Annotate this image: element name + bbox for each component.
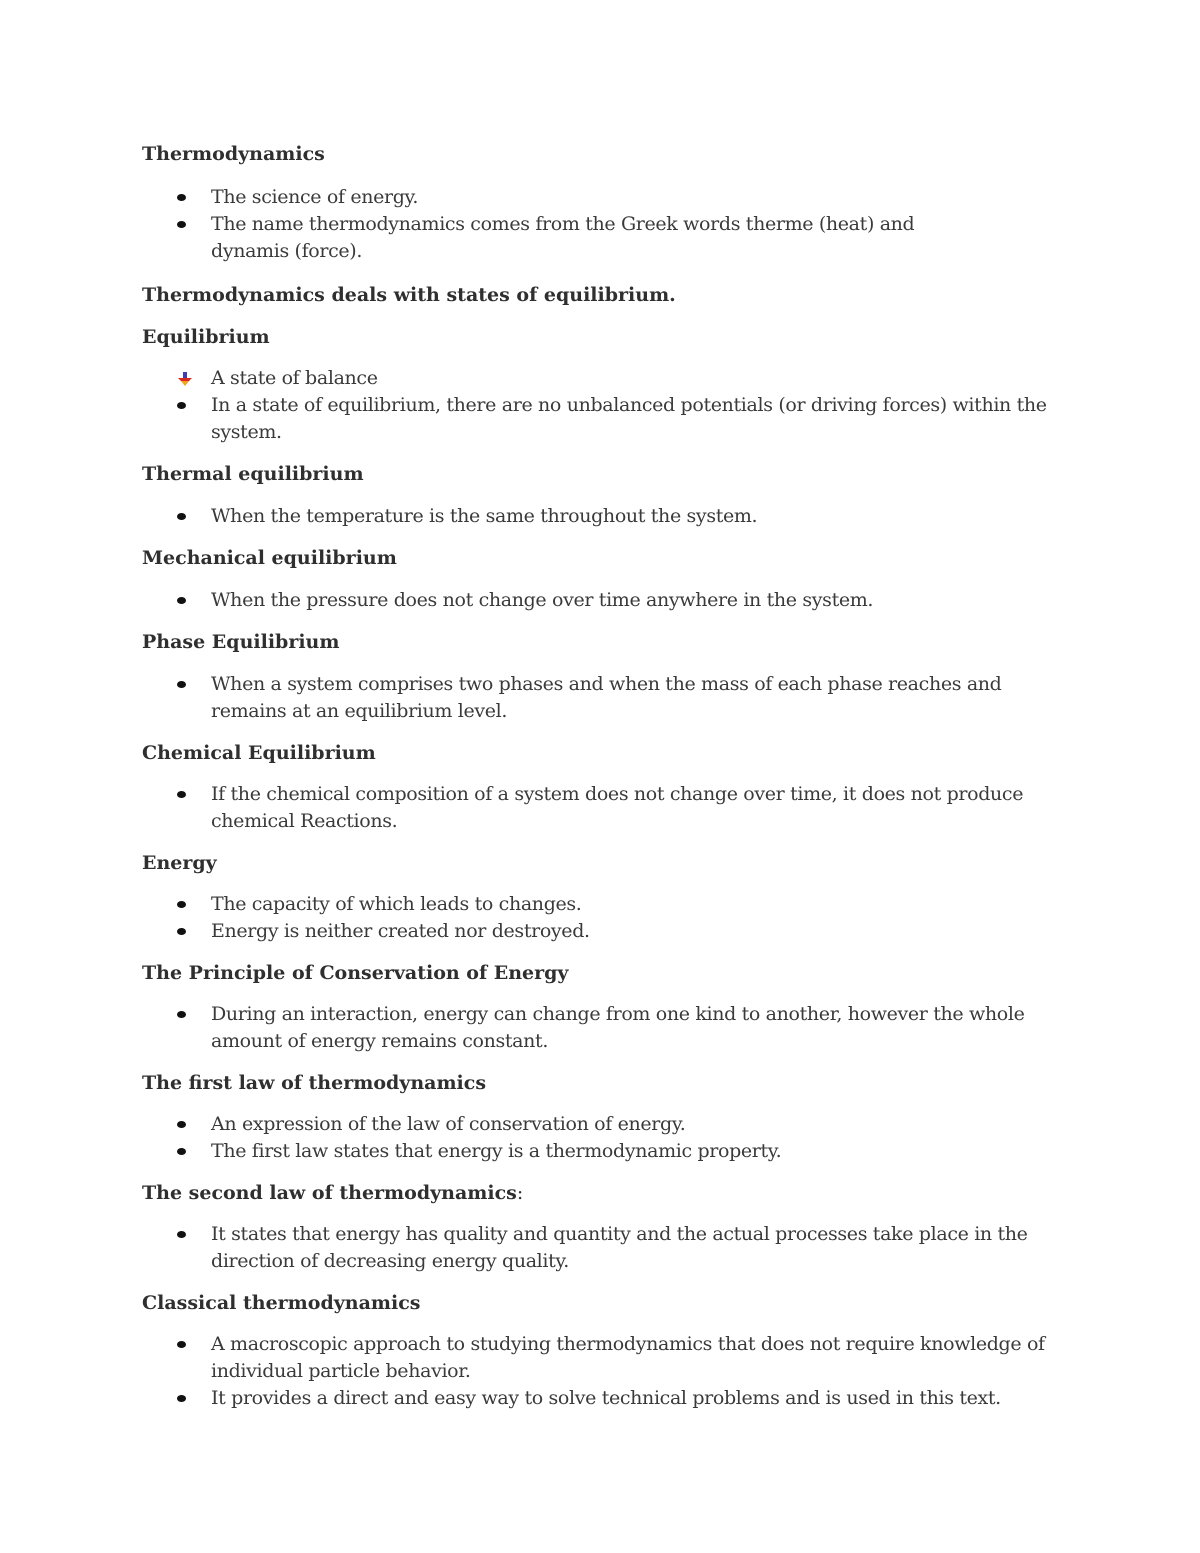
list-item: In a state of equilibrium, there are no unbalanced potentials (or driving forces) within the system. — [142, 392, 1072, 446]
bullet-list — [142, 891, 1072, 945]
bullet-icon — [177, 1395, 186, 1402]
document-page — [142, 140, 1072, 1412]
section-heading: Thermodynamics deals with states of equilibrium. — [142, 284, 676, 306]
bullet-list — [142, 1111, 1072, 1165]
section-heading: Phase Equilibrium — [142, 631, 340, 653]
section-heading: Mechanical equilibrium — [142, 547, 397, 569]
list-item: The science of energy. — [142, 184, 1072, 211]
section-phase-equilibrium — [142, 628, 1072, 725]
section-heading: Energy — [142, 852, 217, 874]
list-item: A state of balance — [142, 365, 1072, 392]
bullet-icon — [177, 791, 186, 798]
bullet-icon — [177, 402, 186, 409]
bullet-icon — [177, 901, 186, 908]
bullet-list — [142, 1331, 1072, 1412]
list-item: It provides a direct and easy way to solve technical problems and is used in this text. — [142, 1385, 1072, 1412]
section-second-law — [142, 1179, 1072, 1275]
section-heading: Classical thermodynamics — [142, 1292, 421, 1314]
bullet-list — [142, 781, 1072, 835]
bullet-icon — [177, 1148, 186, 1155]
bullet-icon — [177, 1011, 186, 1018]
bullet-icon — [177, 513, 186, 520]
list-item: The first law states that energy is a thermodynamic property. — [142, 1138, 1072, 1165]
list-item: When the temperature is the same throughout the system. — [142, 503, 1072, 530]
section-heading: Thermodynamics — [142, 143, 325, 165]
section-chemical-equilibrium — [142, 739, 1072, 835]
bullet-list — [142, 1001, 1072, 1055]
list-item: When a system comprises two phases and when the mass of each phase reaches and remains at an equilibrium level. — [142, 671, 1072, 725]
section-energy — [142, 849, 1072, 945]
bullet-list — [142, 671, 1072, 725]
section-thermodynamics — [142, 140, 1072, 265]
section-classical-thermodynamics — [142, 1289, 1072, 1412]
bullet-icon — [177, 1341, 186, 1348]
bullet-icon — [177, 1231, 186, 1238]
bullet-icon — [177, 1121, 186, 1128]
list-item: An expression of the law of conservation of energy. — [142, 1111, 1072, 1138]
section-conservation-of-energy — [142, 959, 1072, 1055]
bullet-list — [142, 503, 1072, 530]
list-item: When the pressure does not change over time anywhere in the system. — [142, 587, 1072, 614]
section-states-of-equilibrium — [142, 281, 1072, 309]
list-item: A macroscopic approach to studying thermodynamics that does not require knowledge of individual particle behavior. — [142, 1331, 1072, 1385]
list-item: The capacity of which leads to changes. — [142, 891, 1072, 918]
bullet-list — [142, 587, 1072, 614]
bullet-icon — [177, 194, 186, 201]
bullet-icon — [177, 928, 186, 935]
bullet-icon — [177, 221, 186, 228]
section-heading: The second law of thermodynamics: — [142, 1182, 524, 1204]
section-heading: Chemical Equilibrium — [142, 742, 376, 764]
bullet-list — [142, 1221, 1072, 1275]
arrow-down-icon — [177, 371, 193, 387]
list-item: The name thermodynamics comes from the Greek words therme (heat) and dynamis (force). — [142, 211, 1072, 265]
bullet-list — [142, 365, 1072, 446]
section-equilibrium — [142, 323, 1072, 446]
section-first-law — [142, 1069, 1072, 1165]
section-heading: The Principle of Conservation of Energy — [142, 962, 569, 984]
bullet-list — [142, 184, 1072, 265]
heading-suffix: : — [516, 1182, 524, 1204]
section-heading: Thermal equilibrium — [142, 463, 364, 485]
section-heading: The first law of thermodynamics — [142, 1072, 487, 1094]
section-thermal-equilibrium — [142, 460, 1072, 530]
bullet-icon — [177, 597, 186, 604]
list-item: Energy is neither created nor destroyed. — [142, 918, 1072, 945]
section-heading: Equilibrium — [142, 326, 270, 348]
list-item: It states that energy has quality and quantity and the actual processes take place in the direction of decreasing energy quality. — [142, 1221, 1072, 1275]
section-mechanical-equilibrium — [142, 544, 1072, 614]
bullet-icon — [177, 681, 186, 688]
list-item: During an interaction, energy can change from one kind to another, however the whole amount of energy remains constant. — [142, 1001, 1072, 1055]
list-item: If the chemical composition of a system does not change over time, it does not produce chemical Reactions. — [142, 781, 1072, 835]
